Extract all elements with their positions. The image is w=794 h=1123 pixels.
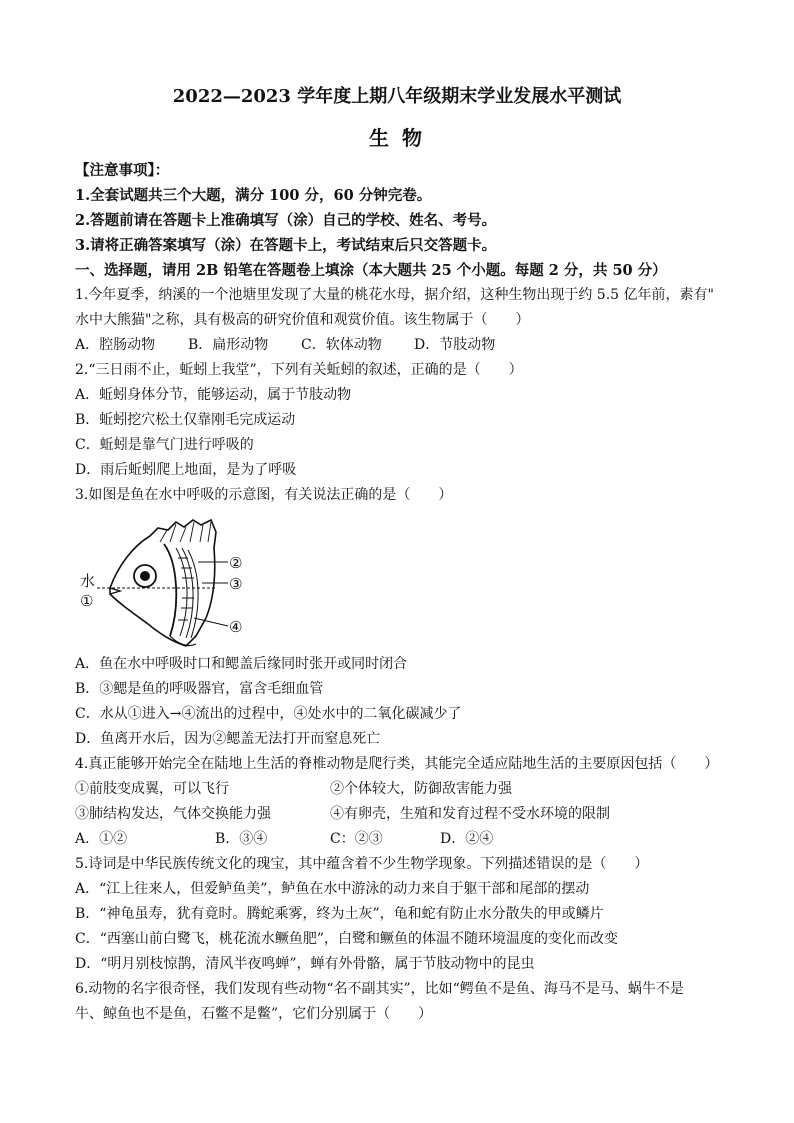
option-d: D．雨后蚯蚓爬上地面，是为了呼吸 xyxy=(75,462,297,478)
label-water: 水 xyxy=(80,572,96,590)
question-4-statements xyxy=(75,802,725,827)
question-4-stem: 4.真正能够开始完全在陆地上生活的脊椎动物是爬行类，其能完全适应陆地生活的主要原因包括（ ） xyxy=(75,756,719,772)
option-c: C．蚯蚓是靠气门进行呼吸的 xyxy=(75,437,254,453)
fish-pupil xyxy=(140,571,150,581)
option-c: C．水从①进入→④流出的过程中，④处水中的二氧化碳减少了 xyxy=(75,706,462,722)
question-6-stem: 6.动物的名字很奇怪，我们发现有些动物“名不副其实”，比如“鳄鱼不是鱼、海马不是马、蜗牛不是 xyxy=(75,981,684,997)
question-5-stem: 5.诗词是中华民族传统文化的瑰宝，其中蕴含着不少生物学现象。下列描述错误的是（ ） xyxy=(75,856,649,872)
statement-3: ③肺结构发达，气体交换能力强 xyxy=(75,806,271,822)
notice-item: 3.请将正确答案填写（涂）在答题卡上，考试结束后只交答题卡。 xyxy=(75,237,497,254)
notice-item: 1.全套试题共三个大题，满分 100 分，60 分钟完卷。 xyxy=(75,187,432,204)
option-d: D．节肢动物 xyxy=(414,337,496,353)
label-4: ④ xyxy=(229,618,243,636)
option-a: A．蚯蚓身体分节，能够运动，属于节肢动物 xyxy=(75,387,352,403)
question-2-stem: 2.“三日雨不止，蚯蚓上我堂”，下列有关蚯蚓的叙述，正确的是（ ） xyxy=(75,362,523,378)
question-4-statements xyxy=(75,777,725,802)
option-b: B．③④ xyxy=(215,831,268,847)
notices-heading: 【注意事项】： xyxy=(75,162,170,179)
option-a: A．鱼在水中呼吸时口和鳃盖后缘同时张开或同时闭合 xyxy=(75,656,408,672)
option-c: C：②③ xyxy=(330,831,383,847)
question-1-options xyxy=(75,333,725,358)
question-1-stem: 水中大熊猫"之称，具有极高的研究价值和观赏价值。该生物属于（ ） xyxy=(75,312,530,328)
label-1: ① xyxy=(80,592,94,610)
option-b: B．蚯蚓挖穴松土仅靠刚毛完成运动 xyxy=(75,412,296,428)
option-c: C．“西塞山前白鹭飞，桃花流水鳜鱼肥”，白鹭和鳜鱼的体温不随环境温度的变化而改变 xyxy=(75,931,619,947)
exam-content xyxy=(75,158,725,1027)
question-4-options xyxy=(75,827,725,852)
question-3-stem: 3.如图是鱼在水中呼吸的示意图，有关说法正确的是（ ） xyxy=(75,487,453,503)
option-b: B．扁形动物 xyxy=(188,337,269,353)
section-title: 一、选择题，请用 2B 铅笔在答题卷上填涂（本大题共 25 个小题。每题 2 分，共 50 分） xyxy=(75,262,667,279)
option-a: A．①② xyxy=(75,831,128,847)
exam-title: 2022—2023 学年度上期八年级期末学业发展水平测试 xyxy=(172,86,622,107)
fish-respiration-figure xyxy=(75,508,725,652)
option-a: A．腔肠动物 xyxy=(75,337,156,353)
notice-item: 2.答题前请在答题卡上准确填写（涂）自己的学校、姓名、考号。 xyxy=(75,212,497,229)
fish-diagram xyxy=(78,518,258,650)
statement-4: ④有卵壳，生殖和发育过程不受水环境的限制 xyxy=(330,806,610,822)
option-d: D．“明月别枝惊鹊，清风半夜鸣蝉”，蝉有外骨骼，属于节肢动物中的昆虫 xyxy=(75,956,535,972)
statement-2: ②个体较大，防御敌害能力强 xyxy=(330,781,512,797)
subject-title: 生 物 xyxy=(369,126,425,150)
option-d: D．鱼离开水后，因为②鳃盖无法打开而窒息死亡 xyxy=(75,731,381,747)
option-b: B．③鳃是鱼的呼吸器官，富含毛细血管 xyxy=(75,681,324,697)
option-b: B．“神龟虽寿，犹有竟时。腾蛇乘雾，终为土灰”，龟和蛇有防止水分散失的甲或鳞片 xyxy=(75,906,604,922)
statement-1: ①前肢变成翼，可以飞行 xyxy=(75,781,229,797)
option-d: D．②④ xyxy=(440,831,494,847)
label-2: ② xyxy=(229,554,243,572)
label-3: ③ xyxy=(229,575,243,593)
option-a: A．“江上往来人，但爱鲈鱼美”，鲈鱼在水中游泳的动力来自于躯干部和尾部的摆动 xyxy=(75,881,590,897)
question-6-stem: 牛、鲸鱼也不是鱼，石鳖不是鳖”，它们分别属于（ ） xyxy=(75,1006,433,1022)
option-c: C．软体动物 xyxy=(301,337,382,353)
question-1-stem: 1.今年夏季，纳溪的一个池塘里发现了大量的桃花水母，据介绍，这种生物出现于约 5.5 亿年前，素有" xyxy=(75,287,714,303)
